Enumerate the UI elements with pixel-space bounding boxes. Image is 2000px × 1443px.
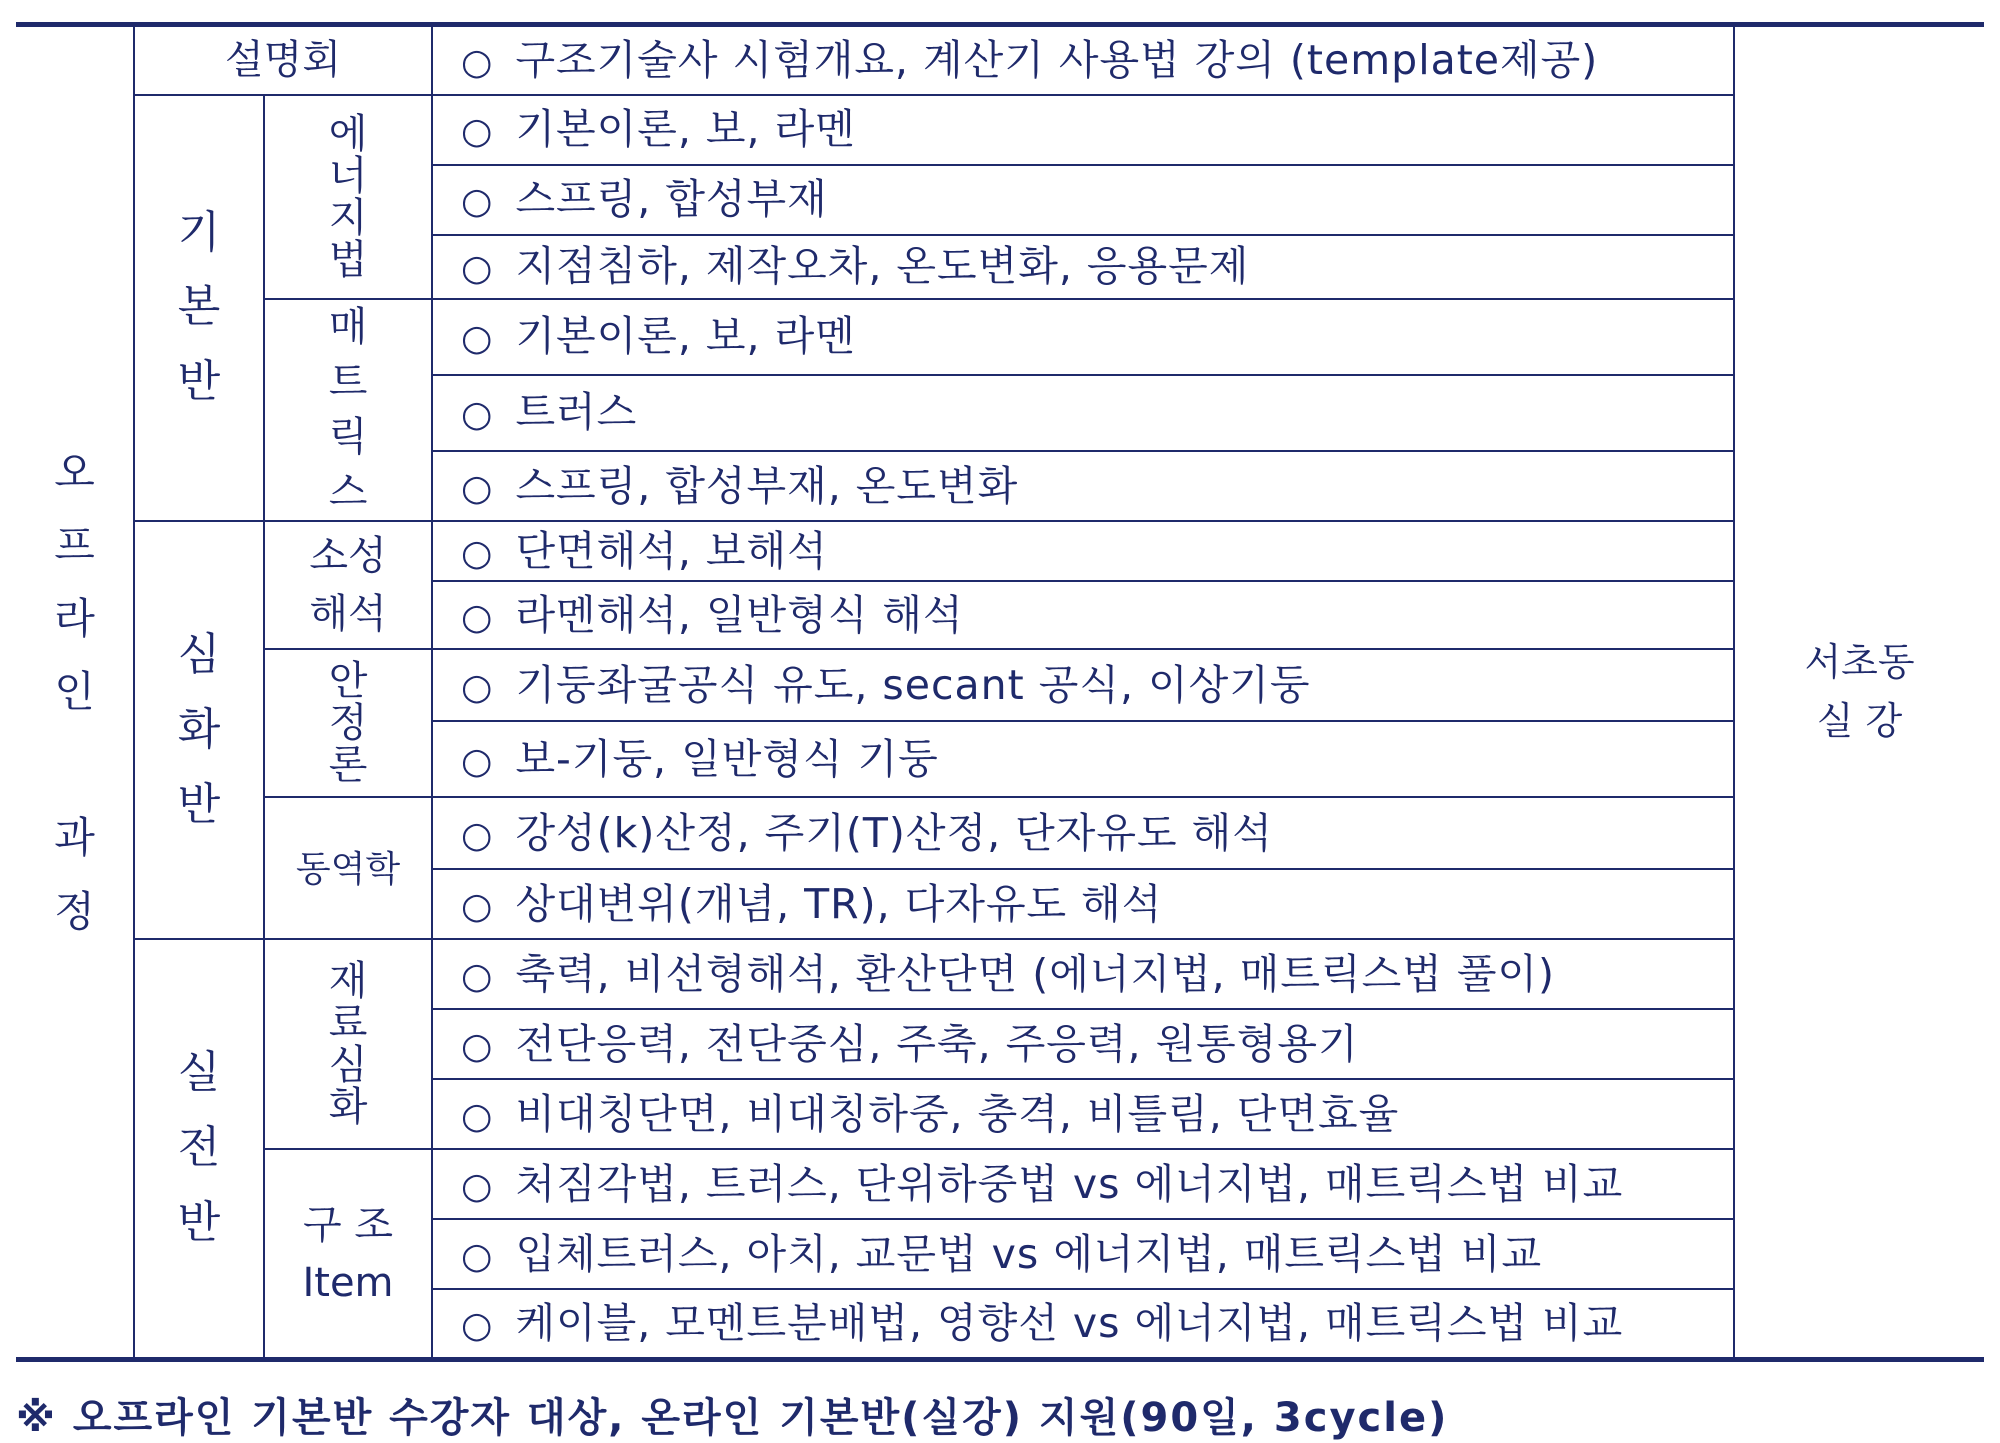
dynamics-cell bbox=[264, 797, 432, 939]
offline-course-cell bbox=[16, 25, 134, 1360]
list-item bbox=[432, 1289, 1734, 1359]
bullet-icon: ○ bbox=[461, 180, 494, 222]
plastic-analysis-label: 소성 해석 bbox=[309, 533, 387, 638]
item-text: 스프링, 합성부재, 온도변화 bbox=[515, 461, 1019, 510]
list-item bbox=[432, 1219, 1734, 1289]
list-item bbox=[432, 95, 1734, 165]
bullet-icon: ○ bbox=[461, 814, 494, 856]
bullet-icon: ○ bbox=[461, 247, 494, 289]
item-text: 처짐각법, 트러스, 단위하중법 vs 에너지법, 매트릭스법 비교 bbox=[515, 1159, 1624, 1208]
list-item bbox=[432, 721, 1734, 797]
practical-class-label: 실 전 반 bbox=[177, 1047, 221, 1248]
energy-method-cell bbox=[264, 95, 432, 299]
bullet-icon: ○ bbox=[461, 1095, 494, 1137]
structure-item-label: 구 조 Item bbox=[302, 1201, 394, 1306]
practical-class-cell bbox=[134, 939, 264, 1359]
list-item bbox=[432, 1079, 1734, 1149]
list-item bbox=[432, 1149, 1734, 1219]
stability-cell bbox=[264, 649, 432, 797]
course-table bbox=[16, 22, 1984, 1362]
list-item bbox=[432, 581, 1734, 649]
list-item bbox=[432, 797, 1734, 869]
item-text: 스프링, 합성부재 bbox=[515, 174, 828, 223]
energy-method-label: 에 너 지 법 bbox=[328, 110, 368, 283]
briefing-label-cell bbox=[134, 25, 432, 95]
list-item bbox=[432, 165, 1734, 235]
item-text: 트러스 bbox=[515, 388, 638, 437]
bullet-icon: ○ bbox=[461, 1025, 494, 1067]
item-text: 기둥좌굴공식 유도, secant 공식, 이상기둥 bbox=[515, 660, 1311, 709]
item-text: 케이블, 모멘트분배법, 영향선 vs 에너지법, 매트릭스법 비교 bbox=[515, 1298, 1624, 1347]
plastic-analysis-cell bbox=[264, 521, 432, 649]
bullet-icon: ○ bbox=[461, 885, 494, 927]
matrix-label: 매 트 릭 스 bbox=[328, 303, 368, 516]
location-label: 서초동 실 강 bbox=[1804, 639, 1915, 743]
list-item bbox=[432, 521, 1734, 581]
bullet-icon: ○ bbox=[461, 1304, 494, 1346]
bullet-icon: ○ bbox=[461, 1235, 494, 1277]
item-text: 구조기술사 시험개요, 계산기 사용법 강의 (template제공) bbox=[515, 35, 1599, 84]
material-advanced-label: 재 료 심 화 bbox=[328, 958, 368, 1131]
briefing-label: 설명회 bbox=[225, 37, 341, 84]
advanced-class-cell bbox=[134, 521, 264, 939]
dynamics-label: 동역학 bbox=[295, 849, 401, 891]
bullet-icon: ○ bbox=[461, 532, 494, 574]
footnote: ※ 오프라인 기본반 수강자 대상, 온라인 기본반(실강) 지원(90일, 3cycle) bbox=[16, 1395, 1449, 1441]
bullet-icon: ○ bbox=[461, 666, 494, 708]
item-text: 비대칭단면, 비대칭하중, 충격, 비틀림, 단면효율 bbox=[515, 1089, 1400, 1138]
matrix-cell bbox=[264, 299, 432, 522]
item-text: 강성(k)산정, 주기(T)산정, 단자유도 해석 bbox=[515, 808, 1273, 857]
location-cell bbox=[1734, 25, 1984, 1360]
list-item bbox=[432, 451, 1734, 521]
bullet-icon: ○ bbox=[461, 740, 494, 782]
list-item bbox=[432, 1009, 1734, 1079]
structure-item-cell bbox=[264, 1149, 432, 1359]
item-text: 입체트러스, 아치, 교문법 vs 에너지법, 매트릭스법 비교 bbox=[515, 1229, 1543, 1278]
item-text: 기본이론, 보, 라멘 bbox=[515, 104, 856, 153]
list-item bbox=[432, 869, 1734, 939]
stability-label: 안 정 론 bbox=[328, 658, 368, 789]
item-text: 축력, 비선형해석, 환산단면 (에너지법, 매트릭스법 풀이) bbox=[515, 949, 1556, 998]
bullet-icon: ○ bbox=[461, 110, 494, 152]
offline-course-label: 오 프 라 인 과 정 bbox=[54, 448, 95, 936]
bullet-icon: ○ bbox=[461, 394, 494, 436]
item-text: 라멘해석, 일반형식 해석 bbox=[515, 590, 964, 639]
basic-class-label: 기 본 반 bbox=[177, 206, 221, 408]
list-item bbox=[432, 939, 1734, 1009]
list-item bbox=[432, 649, 1734, 721]
item-text: 상대변위(개념, TR), 다자유도 해석 bbox=[515, 879, 1163, 928]
list-item bbox=[432, 235, 1734, 299]
item-text: 전단응력, 전단중심, 주축, 주응력, 원통형용기 bbox=[515, 1019, 1359, 1068]
item-text: 보-기둥, 일반형식 기둥 bbox=[515, 734, 939, 783]
bullet-icon: ○ bbox=[461, 318, 494, 360]
item-text: 단면해석, 보해석 bbox=[515, 526, 828, 575]
advanced-class-label: 심 화 반 bbox=[177, 629, 221, 830]
bullet-icon: ○ bbox=[461, 596, 494, 638]
list-item bbox=[432, 299, 1734, 375]
item-text: 지점침하, 제작오차, 온도변화, 응용문제 bbox=[515, 241, 1250, 290]
list-item bbox=[432, 375, 1734, 451]
material-advanced-cell bbox=[264, 939, 432, 1149]
briefing-item bbox=[432, 25, 1734, 95]
bullet-icon: ○ bbox=[461, 955, 494, 997]
bullet-icon: ○ bbox=[461, 467, 494, 509]
basic-class-cell bbox=[134, 95, 264, 522]
bullet-icon: ○ bbox=[461, 1165, 494, 1207]
item-text: 기본이론, 보, 라멘 bbox=[515, 312, 856, 361]
bullet-icon: ○ bbox=[461, 41, 494, 83]
